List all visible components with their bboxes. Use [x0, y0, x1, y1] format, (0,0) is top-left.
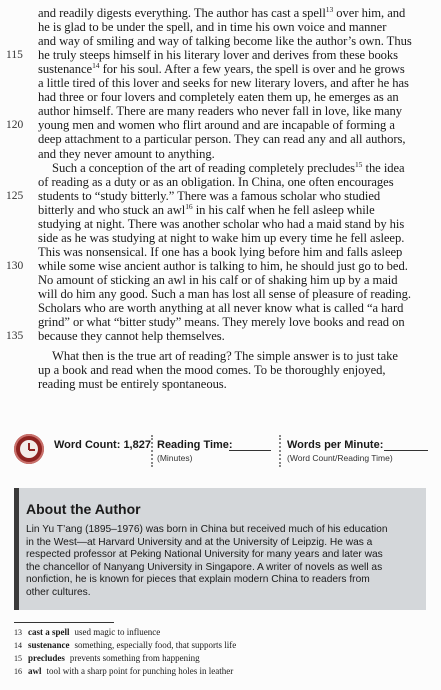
reading-time-blank[interactable]: [229, 450, 271, 451]
text-line: [38, 315, 405, 329]
about-the-author-box: [14, 488, 426, 610]
text-line: [52, 161, 405, 175]
text-line: [38, 118, 395, 132]
text-line: [52, 349, 398, 363]
footnote: 13 cast a spell used magic to influence: [14, 627, 161, 637]
text-line: [38, 20, 386, 34]
text-run: and way of smiling and way of talking become like the author’s own. Thus: [38, 34, 412, 49]
about-line: nonfiction, he is known for pieces that explain modern China to readers from: [26, 574, 370, 585]
text-line: [38, 273, 398, 287]
text-line: [38, 301, 403, 315]
text-line: [38, 90, 399, 104]
footnote-ref[interactable]: 15: [354, 159, 363, 169]
text-line: [38, 76, 409, 90]
about-line: the chancellor of Nanyang University in Singapore. A writer of novels as well as: [26, 561, 383, 573]
about-line: Lin Yu T’ang (1895–1976) was born in China but received much of his education: [26, 524, 388, 535]
text-run: No amount of sticking an awl in his calf or of shaking him up by a maid: [38, 272, 398, 287]
reading-time-sub: (Minutes): [157, 453, 193, 463]
text-line: [38, 217, 404, 231]
text-run: a little tired of this lover and seeks for new literary lovers, and after he has: [38, 76, 409, 91]
text-run: and readily digests everything. The author has cast a spell: [38, 6, 326, 20]
about-line: in the West—at Harvard University and at the University of Leipzig. He was a: [26, 536, 373, 548]
text-run: Scholars who are worth anything at all never know what is called “a hard: [38, 301, 404, 316]
footnote: 16 awl tool with a sharp point for punching holes in leather: [14, 666, 234, 676]
line-number: 125: [6, 189, 24, 202]
text-run: the idea: [362, 160, 405, 175]
about-line: respected professor at Peking National University for many years and later was: [26, 549, 383, 560]
text-run: side as he was studying at night to wake him up every time he fell asleep.: [38, 230, 405, 245]
text-run: while some wise ancient author is talking to him, he should just go to bed.: [38, 258, 408, 273]
text-line: [38, 231, 404, 245]
text-run: for his soul. After a few years, the spell is over and he grows: [99, 62, 405, 77]
reading-time-label: Reading Time:: [157, 439, 233, 451]
wpm-sub: (Word Count/Reading Time): [287, 453, 393, 463]
text-run: studying at night. There was another scholar who had a maid stand by his: [38, 216, 405, 231]
text-line: [38, 132, 405, 146]
text-run: up a book and read when the mood comes. To be thoroughly enjoyed,: [38, 363, 386, 378]
divider: [279, 435, 281, 467]
text-run: reading must be entirely spontaneous.: [38, 377, 227, 392]
clock-icon: [14, 434, 44, 464]
wpm-label: Words per Minute:: [287, 439, 384, 451]
footnote-ref[interactable]: 16: [185, 201, 193, 211]
text-run: sustenance: [38, 62, 93, 77]
text-run: of reading as a duty or as an obligation. In China, one often encourages: [38, 174, 394, 189]
about-line: other cultures.: [26, 586, 91, 598]
line-number: 130: [6, 259, 24, 272]
text-run: deep attachment to a particular person. They can read any and all authors,: [38, 132, 406, 147]
reading-stats-bar: [0, 431, 441, 471]
divider: [151, 435, 153, 467]
text-line: [38, 104, 402, 118]
footnote-rule: [14, 622, 114, 623]
text-line: [38, 175, 394, 189]
text-run: he truly steeps himself in his literary lover and derives from these books: [38, 48, 399, 63]
text-run: students to “study bitterly.” There was a famous scholar who studied: [38, 188, 381, 203]
text-line: [38, 189, 380, 203]
text-line: [38, 363, 385, 377]
text-run: will do him any good. Such a man has lost all sense of pleasure of reading.: [38, 287, 411, 301]
text-run: young men and women who flirt around and are incapable of forming a: [38, 118, 395, 133]
text-line: [38, 203, 375, 217]
text-line: [38, 329, 225, 343]
text-run: he is glad to be under the spell, and in time his own voice and manner: [38, 20, 387, 35]
footnote: 14 sustenance something, especially food, that supports life: [14, 640, 237, 650]
accent-bar: [14, 488, 19, 610]
text-line: [38, 287, 411, 301]
text-run: grind” or what “bitter study” means. They merely love books and read on: [38, 315, 405, 330]
text-line: [38, 62, 405, 76]
text-run: in his calf when he fell asleep while: [192, 202, 375, 217]
line-number: 120: [6, 119, 24, 132]
text-run: This was nonsensical. If one has a book lying before him and falls asleep: [38, 244, 403, 259]
text-run: had three or four lovers and completely eaten them up, he emerges as an: [38, 90, 399, 105]
line-number: 115: [6, 49, 23, 62]
line-number: 135: [6, 330, 24, 343]
word-count-label: Word Count: 1,827: [54, 439, 151, 451]
text-line: [38, 377, 227, 391]
text-run: author himself. There are many readers who never fall in love, like many: [38, 104, 403, 119]
text-run: What then is the true art of reading? The simple answer is to just take: [52, 349, 398, 364]
text-run: Such a conception of the art of reading completely precludes: [52, 160, 355, 175]
text-run: over him, and: [333, 6, 406, 20]
footnote-ref[interactable]: 14: [92, 61, 100, 70]
footnote-ref[interactable]: 13: [325, 4, 334, 14]
text-run: and they never amount to anything.: [38, 146, 215, 161]
text-line: [38, 259, 408, 273]
text-run: because they cannot help themselves.: [38, 329, 225, 344]
footnote: 15 precludes prevents something from happening: [14, 653, 200, 663]
text-line: [38, 147, 215, 161]
text-line: [38, 245, 402, 259]
about-title: About the Author: [26, 501, 141, 517]
wpm-blank[interactable]: [384, 450, 428, 451]
text-run: bitterly and who stuck an awl: [38, 202, 186, 217]
text-line: [38, 34, 412, 48]
text-line: [38, 6, 405, 20]
